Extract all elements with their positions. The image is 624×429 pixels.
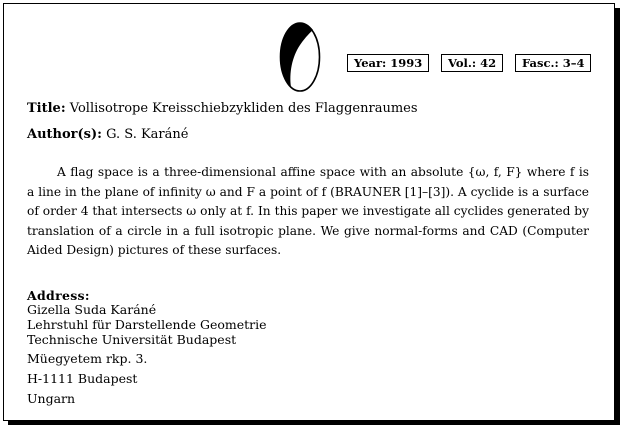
title-line xyxy=(27,101,418,116)
address-line: Gizella Suda Karáné xyxy=(27,302,157,317)
year-badge: Year: 1993 xyxy=(347,54,429,72)
address-line: Ungarn xyxy=(27,391,76,406)
abstract xyxy=(27,163,589,261)
author-name: G. S. Karáné xyxy=(106,127,189,142)
author-label: Author(s): xyxy=(27,127,102,142)
author-line xyxy=(27,127,188,142)
address-label: Address: xyxy=(27,288,90,303)
title-label: Title: xyxy=(27,101,66,116)
paper-title: Vollisotrope Kreisschiebzykliden des Flaggenraumes xyxy=(69,101,418,116)
address-line: Technische Universität Budapest xyxy=(27,332,237,347)
address-line: H-1111 Budapest xyxy=(27,371,138,386)
abstract-text: A flag space is a three-dimensional affine space with an absolute {ω, f, F} where f is a line in the plane of infinity ω and F a point of f (BRAUNER [1]–[3]). A cyclide is a surface of order 4 that intersects ω only at f. In this paper we investigate all cyclides generated by translation of a circle in a full isotropic plane. We give normal-forms and CAD (Computer Aided Design) pictures of these surfaces. xyxy=(27,165,589,257)
address-line: Müegyetem rkp. 3. xyxy=(27,351,148,366)
journal-logo-icon xyxy=(279,21,321,93)
address-block xyxy=(27,302,267,406)
address-line: Lehrstuhl für Darstellende Geometrie xyxy=(27,317,267,332)
volume-badge: Vol.: 42 xyxy=(441,54,503,72)
fascicle-badge: Fasc.: 3–4 xyxy=(515,54,591,72)
